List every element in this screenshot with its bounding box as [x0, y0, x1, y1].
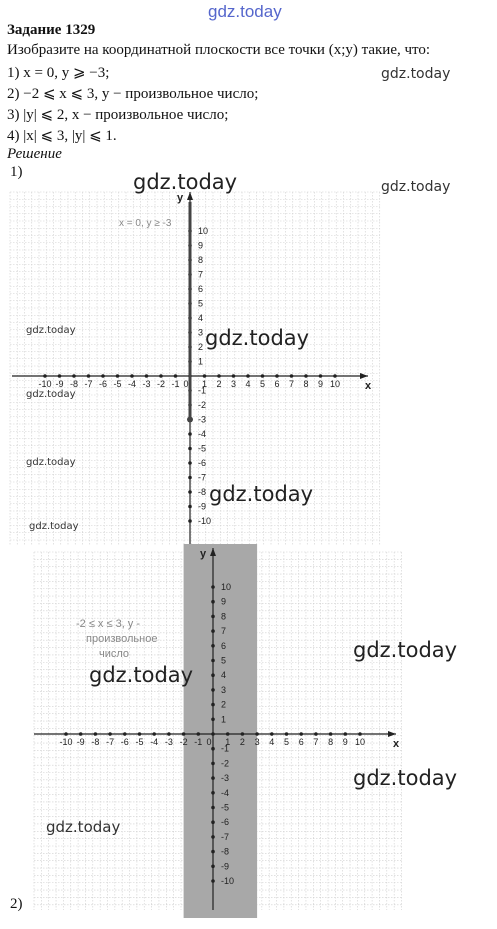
graph1-x-tick	[304, 374, 308, 378]
graph2-y-tick-label: 5	[221, 655, 227, 666]
graph2-x-tick-label: 8	[328, 737, 334, 747]
graph2-x-tick-label: 3	[254, 737, 260, 747]
graph1-x-tick-label: 9	[317, 379, 324, 389]
graph2-y-tick-label: 3	[221, 684, 227, 695]
graph1-x-tick	[130, 374, 134, 378]
graph2-y-tick	[211, 835, 215, 839]
graph2-y-tick	[211, 865, 215, 869]
graph1-x-tick-label: 6	[274, 379, 280, 389]
graph2-x-tick	[285, 732, 289, 736]
graph2-x-tick-label: -1	[194, 737, 203, 747]
graph2-y-tick	[211, 688, 215, 692]
graph2-y-tick	[211, 791, 215, 795]
graph1-y-tick-label: -3	[198, 414, 207, 425]
graph1-x-tick-label: 2	[216, 379, 222, 389]
graph2-y-tick	[211, 850, 215, 854]
task-item-2: 2) −2 ⩽ x ⩽ 3, y − произвольное число;	[7, 86, 259, 102]
graph1-x-tick-label: 4	[245, 379, 251, 389]
graph1-x-axis-arrow	[360, 373, 368, 379]
graph1-x-tick	[217, 374, 221, 378]
graph1-x-tick-label: -3	[142, 379, 151, 389]
graph1-y-tick-label: -9	[198, 501, 207, 512]
task-item-4: 4) |x| ⩽ 3, |y| ⩽ 1.	[7, 128, 117, 144]
graph1-x-tick	[232, 374, 236, 378]
graph1-x-tick-label: -9	[55, 379, 64, 389]
graph1-x-tick	[319, 374, 323, 378]
graph2-x-tick-label: -2	[179, 737, 188, 747]
graph1-label: 1)	[10, 164, 23, 180]
graph1-x-tick-label: 10	[329, 379, 341, 389]
graph2-y-tick-label: 8	[221, 611, 227, 622]
graph1-x-tick	[333, 374, 337, 378]
graph2-x-tick-label: -10	[59, 737, 73, 747]
graph1-x-tick-label: 1	[201, 379, 208, 389]
graph2-x-tick	[167, 732, 171, 736]
graph2-x-tick	[197, 732, 201, 736]
graph2-x-tick	[255, 732, 259, 736]
graph2-x-tick-label: 1	[225, 737, 231, 747]
graph2-x-tick-label: 5	[283, 737, 290, 747]
graph2-x-tick-label: 0	[206, 737, 212, 747]
graph2-x-tick	[123, 732, 127, 736]
graph1-x-tick-label: 3	[230, 379, 237, 389]
graph1-y-tick-label: -2	[198, 400, 207, 410]
graph2-x-tick	[138, 732, 142, 736]
graph2-x-tick-label: -5	[135, 737, 144, 747]
graph1-x-tick	[58, 374, 62, 378]
graph1-x-tick-label: 0	[183, 379, 189, 389]
graph2-y-tick	[211, 659, 215, 663]
graph2-y-tick	[211, 629, 215, 633]
graph1-y-tick-label: 10	[198, 226, 209, 236]
graph1-y-tick-label: -5	[198, 443, 207, 454]
graph2-x-axis-label: x	[393, 738, 400, 750]
graph1-x-tick	[275, 374, 279, 378]
graph1-y-tick-label: 2	[198, 342, 204, 352]
graph1-x-tick-label: -4	[127, 379, 137, 389]
graph1-x-tick	[203, 374, 207, 378]
graph2-y-tick	[211, 762, 215, 766]
watermark: gdz.today	[381, 66, 451, 82]
graph1-x-tick-label: -7	[84, 379, 93, 389]
watermark: gdz.today	[26, 325, 76, 336]
graph2-y-tick	[211, 718, 215, 722]
task-item-3: 3) |y| ⩽ 2, x − произвольное число;	[7, 107, 229, 123]
graph2-x-tick	[79, 732, 83, 736]
graph1-x-tick-label: 5	[259, 379, 266, 389]
graph2-y-tick	[211, 776, 215, 780]
graph2-y-tick-label: -4	[221, 787, 230, 798]
graph2-y-tick	[211, 644, 215, 648]
graph2-x-tick	[299, 732, 303, 736]
graph1-y-tick-label: 7	[198, 269, 204, 280]
graph1-annotation: x = 0, y ≥ -3	[119, 218, 172, 229]
graph2-x-tick-label: 10	[354, 737, 366, 747]
graph1-x-axis-label: x	[365, 380, 372, 392]
graph2-x-tick	[329, 732, 333, 736]
graph1-y-tick	[188, 505, 192, 509]
graph2-x-tick	[358, 732, 362, 736]
graph1-y-tick-label: 4	[198, 313, 204, 323]
graph2-x-tick	[314, 732, 318, 736]
graph1-x-tick-label: -6	[98, 379, 108, 389]
graph2-y-tick-label: 10	[221, 582, 232, 592]
graph2-annotation-line2: произвольное	[86, 633, 158, 645]
graph1-x-tick-label: -5	[113, 379, 122, 389]
graph2-x-tick-label: -7	[106, 737, 115, 747]
graph2-annotation-line3: число	[99, 648, 130, 660]
graph1-y-tick-label: 9	[198, 240, 204, 251]
graph2-y-tick	[211, 673, 215, 677]
graph1-solution-start-point	[187, 417, 193, 423]
graph1-y-tick-label: -1	[198, 385, 207, 396]
graph2-x-tick-label: -8	[91, 737, 100, 747]
graph1-x-tick	[159, 374, 163, 378]
graph2-x-tick	[152, 732, 156, 736]
graph2-y-tick-label: -8	[221, 846, 230, 857]
graph1-y-axis-label: y	[177, 192, 184, 204]
graph1-x-tick	[116, 374, 120, 378]
watermark: gdz.today	[29, 521, 79, 532]
graph1-y-tick-label: -4	[198, 429, 207, 439]
graph1-y-tick-label: -6	[198, 458, 207, 468]
graph1-y-tick	[188, 490, 192, 494]
graph1-x-tick-label: -10	[38, 379, 52, 389]
graph2-x-axis-arrow	[388, 731, 396, 737]
graph2-x-tick	[94, 732, 98, 736]
graph2-y-tick-label: 9	[221, 596, 227, 607]
graph2-y-tick-label: -2	[221, 758, 230, 769]
watermark: gdz.today	[353, 638, 458, 662]
graph2-x-tick-label: -4	[150, 737, 159, 747]
graph2-x-tick-label: -3	[164, 737, 173, 747]
graph1-y-tick-label: -10	[198, 516, 212, 526]
graph1-x-tick	[87, 374, 91, 378]
graph2-label: 2)	[10, 896, 23, 912]
graph2-x-tick	[211, 732, 215, 736]
graph1-x-tick	[246, 374, 250, 378]
watermark: gdz.today	[46, 818, 121, 836]
graph1-y-tick-label: -7	[198, 472, 207, 483]
graph1-x-tick-label: -2	[156, 379, 166, 389]
graph2-y-tick-label: 7	[221, 626, 227, 637]
graph2-x-tick-label: -9	[76, 737, 85, 747]
graph2-annotation-line1: -2 ≤ x ≤ 3, y -	[76, 618, 141, 630]
graph2-y-tick-label: -5	[221, 802, 230, 813]
graph1-y-tick-label: 1	[198, 356, 204, 367]
graph2-y-tick-label: -10	[221, 876, 235, 886]
graph1-x-tick	[261, 374, 265, 378]
graph1-y-tick-label: 3	[198, 327, 204, 338]
graph2-x-tick-label: 6	[298, 737, 304, 747]
solution-heading: Решение	[7, 146, 62, 162]
watermark: gdz.today	[381, 179, 451, 195]
graph2-x-tick	[182, 732, 186, 736]
graph1-x-tick	[101, 374, 105, 378]
graph2-x-tick-label: 2	[239, 737, 245, 747]
graph2-x-tick-label: 9	[342, 737, 348, 747]
watermark: gdz.today	[353, 766, 458, 790]
graph1-y-tick	[188, 461, 192, 465]
graph2-x-tick-label: 7	[313, 737, 319, 747]
graph2-y-tick	[211, 879, 215, 883]
graph2-y-tick-label: 6	[221, 640, 227, 651]
graph1-x-tick	[43, 374, 47, 378]
task-item-1: 1) x = 0, y ⩾ −3;	[7, 65, 110, 81]
graph2-x-tick	[344, 732, 348, 736]
graph2-y-tick-label: -9	[221, 861, 230, 872]
graph2-y-axis-label: y	[200, 548, 207, 560]
graph2-y-tick	[211, 600, 215, 604]
graph2-x-tick	[226, 732, 230, 736]
graph2-y-tick-label: -3	[221, 773, 230, 784]
graph2-x-tick-label: -6	[120, 737, 129, 747]
graph2-y-tick-label: 1	[221, 714, 227, 725]
graph2-y-tick	[211, 806, 215, 810]
graph1-y-tick	[188, 476, 192, 480]
graph1-y-tick-label: -8	[198, 487, 207, 497]
graph1-y-tick-label: 6	[198, 284, 204, 294]
task-statement: Изобразите на координатной плоскости все точки (x;y) такие, что:	[7, 42, 431, 58]
watermark: gdz.today	[209, 482, 314, 506]
graph1-y-tick	[188, 519, 192, 523]
graph2-y-tick	[211, 747, 215, 751]
graph2-y-tick-label: -6	[221, 817, 230, 828]
graph1-x-tick	[72, 374, 76, 378]
graph2-y-tick-label: -7	[221, 831, 230, 842]
graph1-x-tick	[174, 374, 178, 378]
watermark: gdz.today	[89, 663, 194, 687]
graph1-x-tick-label: 8	[303, 379, 309, 389]
graph2-y-tick	[211, 820, 215, 824]
graph2-x-tick	[241, 732, 245, 736]
watermark: gdz.today	[26, 389, 76, 400]
graph1-x-tick-label: 7	[288, 379, 295, 389]
site-watermark: gdz.today	[208, 2, 282, 21]
graph2-y-tick-label: -1	[221, 743, 230, 754]
graph1-x-tick-label: -8	[69, 379, 79, 389]
graph1-y-tick	[188, 447, 192, 451]
graph2-x-tick	[108, 732, 112, 736]
graph1-x-tick-label: -1	[171, 379, 180, 389]
graph2-y-tick-label: 2	[221, 699, 227, 710]
graph1-x-tick	[290, 374, 294, 378]
graph2-y-tick-label: 4	[221, 670, 227, 681]
graph2-x-tick-label: 4	[269, 737, 275, 747]
graph2-x-tick	[64, 732, 68, 736]
graph2-y-tick	[211, 703, 215, 707]
watermark: gdz.today	[26, 457, 76, 468]
graph2-y-tick	[211, 585, 215, 589]
task-title: Задание 1329	[7, 22, 96, 38]
graph2-y-tick	[211, 615, 215, 619]
graph1-y-tick-label: 8	[198, 255, 204, 265]
graph1-x-tick	[145, 374, 149, 378]
graph1-y-tick	[188, 432, 192, 436]
graph2-x-tick	[270, 732, 274, 736]
graph1-y-tick-label: 5	[198, 298, 204, 309]
watermark: gdz.today	[133, 170, 238, 194]
watermark: gdz.today	[205, 326, 310, 350]
